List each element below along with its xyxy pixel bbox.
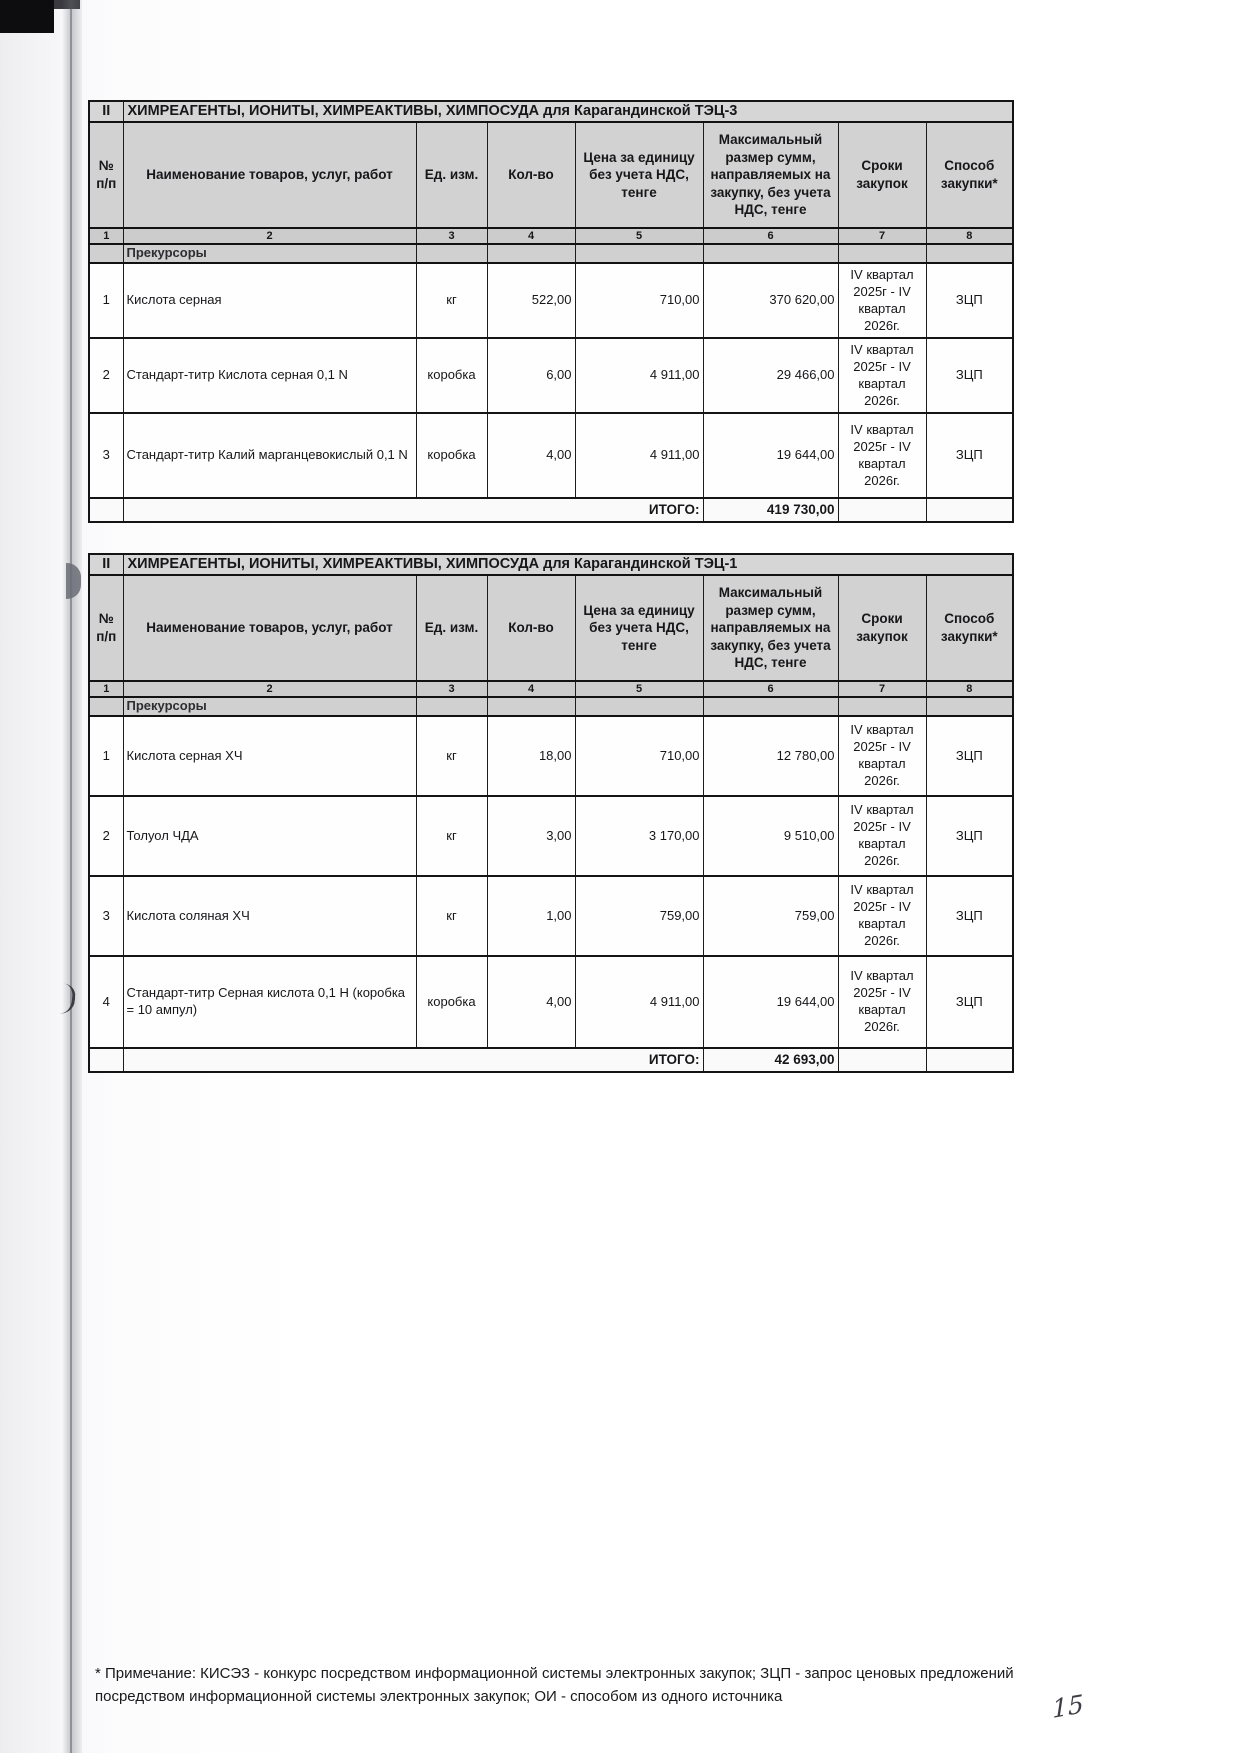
cell-unit: кг — [416, 716, 487, 796]
cell-qty: 4,00 — [487, 956, 575, 1048]
table-row — [89, 796, 1013, 876]
table-header-row — [89, 122, 1013, 228]
cell-name: Толуол ЧДА — [123, 796, 416, 876]
section-number: II — [89, 101, 123, 122]
colnum-4: 4 — [487, 228, 575, 244]
cell-num: 3 — [89, 876, 123, 956]
table-header-row — [89, 575, 1013, 681]
cell-method: ЗЦП — [926, 338, 1013, 413]
colnum-4: 4 — [487, 681, 575, 697]
cell-unit: коробка — [416, 956, 487, 1048]
cell-terms: IV квартал 2025г - IV квартал 2026г. — [838, 796, 926, 876]
table-title: ХИМРЕАГЕНТЫ, ИОНИТЫ, ХИМРЕАКТИВЫ, ХИМПОСУДА для Карагандинской ТЭЦ-1 — [123, 554, 1013, 575]
colnum-6: 6 — [703, 681, 838, 697]
cell-num: 4 — [89, 956, 123, 1048]
cell-unit: коробка — [416, 338, 487, 413]
cell-terms: IV квартал 2025г - IV квартал 2026г. — [838, 263, 926, 338]
cell-qty: 4,00 — [487, 413, 575, 498]
header-num: № п/п — [89, 575, 123, 681]
header-price: Цена за единицу без учета НДС, тенге — [575, 122, 703, 228]
header-terms: Сроки закупок — [838, 122, 926, 228]
header-name: Наименование товаров, услуг, работ — [123, 575, 416, 681]
header-max-sum: Максимальный размер сумм, направляемых на закупку, без учета НДС, тенге — [703, 575, 838, 681]
colnum-2: 2 — [123, 681, 416, 697]
header-method: Способ закупки* — [926, 575, 1013, 681]
column-number-row — [89, 681, 1013, 697]
header-method: Способ закупки* — [926, 122, 1013, 228]
cell-name: Кислота серная — [123, 263, 416, 338]
header-terms: Сроки закупок — [838, 575, 926, 681]
cell-max-sum: 9 510,00 — [703, 796, 838, 876]
cell-max-sum: 19 644,00 — [703, 956, 838, 1048]
colnum-8: 8 — [926, 681, 1013, 697]
cell-terms: IV квартал 2025г - IV квартал 2026г. — [838, 716, 926, 796]
colnum-3: 3 — [416, 681, 487, 697]
colnum-5: 5 — [575, 228, 703, 244]
cell-terms: IV квартал 2025г - IV квартал 2026г. — [838, 876, 926, 956]
cell-num: 1 — [89, 263, 123, 338]
footnote: * Примечание: КИСЭЗ - конкурс посредством информационной системы электронных закупок; ЗЦП - запрос ценовых предложений посредством информационной системы электронных закупок; ОИ - способом из одного источника — [95, 1665, 1014, 1706]
cell-unit: кг — [416, 796, 487, 876]
colnum-5: 5 — [575, 681, 703, 697]
cell-price: 710,00 — [575, 716, 703, 796]
cell-price: 759,00 — [575, 876, 703, 956]
colnum-3: 3 — [416, 228, 487, 244]
table-title-row — [89, 101, 1013, 122]
cell-price: 4 911,00 — [575, 956, 703, 1048]
cell-unit: коробка — [416, 413, 487, 498]
cell-max-sum: 19 644,00 — [703, 413, 838, 498]
section-label-row — [89, 697, 1013, 716]
cell-qty: 522,00 — [487, 263, 575, 338]
cell-name: Стандарт-титр Серная кислота 0,1 Н (коробка = 10 ампул) — [123, 956, 416, 1048]
header-max-sum: Максимальный размер сумм, направляемых на закупку, без учета НДС, тенге — [703, 122, 838, 228]
total-row — [89, 498, 1013, 522]
section-number: II — [89, 554, 123, 575]
section-label: Прекурсоры — [123, 697, 416, 716]
cell-max-sum: 370 620,00 — [703, 263, 838, 338]
table-row — [89, 716, 1013, 796]
procurement-table-tec3 — [88, 100, 1014, 523]
cell-price: 4 911,00 — [575, 338, 703, 413]
cell-method: ЗЦП — [926, 796, 1013, 876]
table-row — [89, 876, 1013, 956]
scan-edge-line — [70, 0, 72, 1753]
header-price: Цена за единицу без учета НДС, тенге — [575, 575, 703, 681]
cell-method: ЗЦП — [926, 876, 1013, 956]
cell-max-sum: 759,00 — [703, 876, 838, 956]
cell-num: 2 — [89, 796, 123, 876]
total-value: 42 693,00 — [703, 1048, 838, 1072]
cell-method: ЗЦП — [926, 263, 1013, 338]
cell-name: Стандарт-титр Кислота серная 0,1 N — [123, 338, 416, 413]
cell-method: ЗЦП — [926, 956, 1013, 1048]
cell-num: 3 — [89, 413, 123, 498]
cell-terms: IV квартал 2025г - IV квартал 2026г. — [838, 338, 926, 413]
colnum-2: 2 — [123, 228, 416, 244]
cell-qty: 1,00 — [487, 876, 575, 956]
header-qty: Кол-во — [487, 122, 575, 228]
table-row — [89, 338, 1013, 413]
table-title-row — [89, 554, 1013, 575]
colnum-7: 7 — [838, 228, 926, 244]
header-name: Наименование товаров, услуг, работ — [123, 122, 416, 228]
section-label: Прекурсоры — [123, 244, 416, 263]
colnum-8: 8 — [926, 228, 1013, 244]
total-row — [89, 1048, 1013, 1072]
scan-corner-mark — [0, 0, 54, 33]
cell-qty: 3,00 — [487, 796, 575, 876]
cell-unit: кг — [416, 876, 487, 956]
cell-qty: 6,00 — [487, 338, 575, 413]
table-title: ХИМРЕАГЕНТЫ, ИОНИТЫ, ХИМРЕАКТИВЫ, ХИМПОСУДА для Карагандинской ТЭЦ-3 — [123, 101, 1013, 122]
header-unit: Ед. изм. — [416, 575, 487, 681]
header-num: № п/п — [89, 122, 123, 228]
total-value: 419 730,00 — [703, 498, 838, 522]
table-row — [89, 263, 1013, 338]
total-label: ИТОГО: — [123, 498, 703, 522]
cell-method: ЗЦП — [926, 413, 1013, 498]
cell-qty: 18,00 — [487, 716, 575, 796]
handwritten-page-number: 15 — [1051, 1689, 1085, 1724]
cell-num: 2 — [89, 338, 123, 413]
cell-max-sum: 12 780,00 — [703, 716, 838, 796]
cell-method: ЗЦП — [926, 716, 1013, 796]
header-unit: Ед. изм. — [416, 122, 487, 228]
table-row — [89, 956, 1013, 1048]
cell-terms: IV квартал 2025г - IV квартал 2026г. — [838, 956, 926, 1048]
colnum-1: 1 — [89, 681, 123, 697]
cell-price: 3 170,00 — [575, 796, 703, 876]
colnum-1: 1 — [89, 228, 123, 244]
cell-price: 710,00 — [575, 263, 703, 338]
header-qty: Кол-во — [487, 575, 575, 681]
table-row — [89, 413, 1013, 498]
cell-name: Кислота соляная ХЧ — [123, 876, 416, 956]
section-label-row — [89, 244, 1013, 263]
cell-unit: кг — [416, 263, 487, 338]
procurement-table-tec1 — [88, 553, 1014, 1073]
cell-max-sum: 29 466,00 — [703, 338, 838, 413]
cell-name: Кислота серная ХЧ — [123, 716, 416, 796]
cell-terms: IV квартал 2025г - IV квартал 2026г. — [838, 413, 926, 498]
cell-price: 4 911,00 — [575, 413, 703, 498]
cell-num: 1 — [89, 716, 123, 796]
cell-name: Стандарт-титр Калий марганцевокислый 0,1 N — [123, 413, 416, 498]
scan-edge-strip — [62, 0, 82, 1753]
colnum-6: 6 — [703, 228, 838, 244]
total-label: ИТОГО: — [123, 1048, 703, 1072]
colnum-7: 7 — [838, 681, 926, 697]
column-number-row — [89, 228, 1013, 244]
